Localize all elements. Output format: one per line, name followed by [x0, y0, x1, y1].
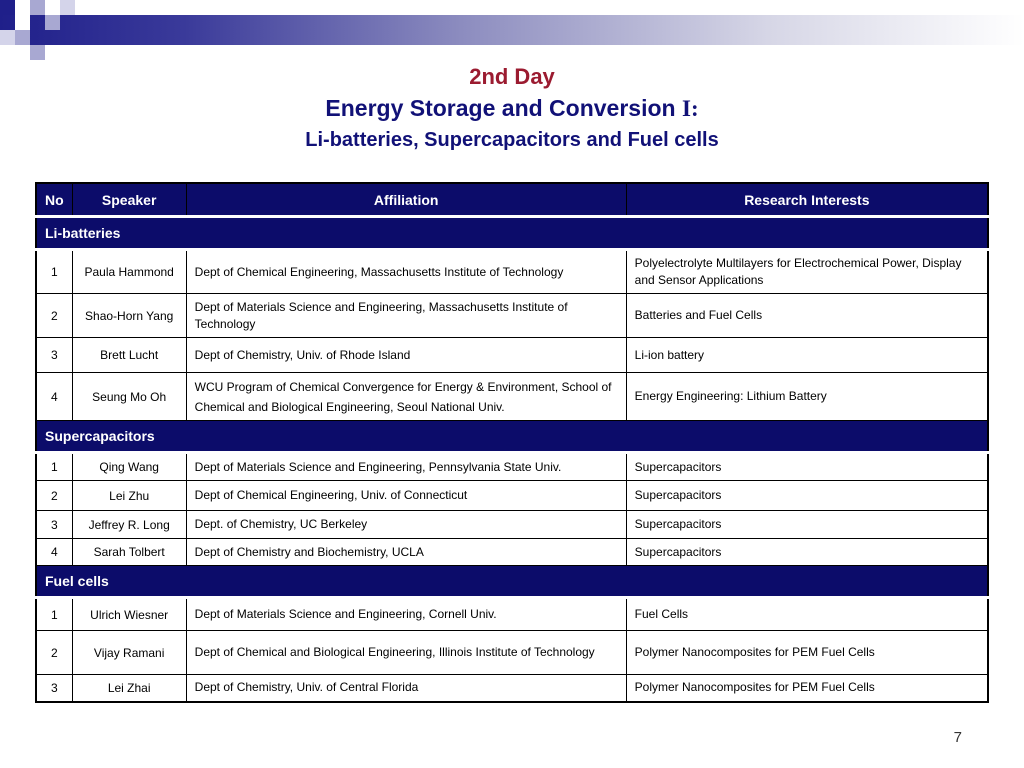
- cell-speaker: Qing Wang: [72, 453, 186, 481]
- cell-no: 1: [36, 453, 72, 481]
- cell-affiliation: Dept of Chemistry and Biochemistry, UCLA: [186, 539, 626, 566]
- cell-no: 3: [36, 511, 72, 539]
- table-row: [36, 511, 988, 539]
- section-title: Supercapacitors: [36, 421, 988, 453]
- cell-research: Fuel Cells: [626, 598, 988, 631]
- cell-research: Supercapacitors: [626, 453, 988, 481]
- table-row: [36, 250, 988, 294]
- section-row-fuel-cells: [36, 566, 988, 598]
- header-speaker: Speaker: [72, 183, 186, 217]
- cell-research: Polymer Nanocomposites for PEM Fuel Cells: [626, 675, 988, 702]
- table-row: [36, 453, 988, 481]
- cell-speaker: Lei Zhu: [72, 481, 186, 511]
- cell-no: 2: [36, 631, 72, 675]
- cell-no: 4: [36, 373, 72, 421]
- table-row: [36, 294, 988, 338]
- decorative-square: [30, 45, 45, 60]
- decorative-square: [15, 30, 30, 45]
- header-gradient-band: [0, 15, 1024, 45]
- cell-affiliation: Dept of Chemistry, Univ. of Central Florida: [186, 675, 626, 702]
- day-title: 2nd Day: [469, 64, 555, 89]
- cell-speaker: Shao-Horn Yang: [72, 294, 186, 338]
- cell-research: Li-ion battery: [626, 338, 988, 373]
- cell-research: Polyelectrolyte Multilayers for Electrochemical Power, Display and Sensor Applications: [626, 250, 988, 294]
- cell-no: 2: [36, 294, 72, 338]
- cell-speaker: Brett Lucht: [72, 338, 186, 373]
- cell-research: Energy Engineering: Lithium Battery: [626, 373, 988, 421]
- cell-affiliation: Dept of Chemical and Biological Engineering, Illinois Institute of Technology: [186, 631, 626, 675]
- cell-no: 1: [36, 250, 72, 294]
- table-row: [36, 598, 988, 631]
- page-number: 7: [953, 729, 962, 746]
- section-title: Fuel cells: [36, 566, 988, 598]
- table-header-row: [36, 183, 988, 217]
- table-row: [36, 675, 988, 702]
- cell-research: Supercapacitors: [626, 511, 988, 539]
- cell-research: Batteries and Fuel Cells: [626, 294, 988, 338]
- table-row: [36, 481, 988, 511]
- header-affiliation: Affiliation: [186, 183, 626, 217]
- session-title: [0, 92, 1024, 125]
- decorative-square: [30, 0, 45, 15]
- cell-affiliation: Dept of Materials Science and Engineering, Cornell Univ.: [186, 598, 626, 631]
- section-row-supercapacitors: [36, 421, 988, 453]
- cell-affiliation: Dept of Chemical Engineering, Univ. of Connecticut: [186, 481, 626, 511]
- section-row-li-batteries: [36, 217, 988, 250]
- cell-affiliation: Dept of Chemical Engineering, Massachusetts Institute of Technology: [186, 250, 626, 294]
- decorative-square: [0, 30, 15, 45]
- cell-speaker: Lei Zhai: [72, 675, 186, 702]
- session-title-colon: :: [690, 96, 699, 121]
- cell-no: 1: [36, 598, 72, 631]
- decorative-square: [60, 0, 75, 15]
- decorative-square: [45, 15, 60, 30]
- cell-affiliation: WCU Program of Chemical Convergence for Energy & Environment, School of Chemical and Biological Engineering, Seoul National Univ.: [186, 373, 626, 421]
- table-row: [36, 539, 988, 566]
- cell-speaker: Vijay Ramani: [72, 631, 186, 675]
- cell-affiliation: Dept of Materials Science and Engineering, Massachusetts Institute of Technology: [186, 294, 626, 338]
- cell-speaker: Jeffrey R. Long: [72, 511, 186, 539]
- table-row: [36, 338, 988, 373]
- cell-research: Polymer Nanocomposites for PEM Fuel Cells: [626, 631, 988, 675]
- header-research-interests: Research Interests: [626, 183, 988, 217]
- cell-no: 3: [36, 338, 72, 373]
- table-row: [36, 631, 988, 675]
- speakers-table: [35, 182, 989, 703]
- session-roman-numeral: I: [681, 96, 691, 121]
- cell-affiliation: Dept. of Chemistry, UC Berkeley: [186, 511, 626, 539]
- header-no: No: [36, 183, 72, 217]
- cell-speaker: Paula Hammond: [72, 250, 186, 294]
- cell-no: 4: [36, 539, 72, 566]
- cell-research: Supercapacitors: [626, 481, 988, 511]
- cell-no: 3: [36, 675, 72, 702]
- cell-speaker: Sarah Tolbert: [72, 539, 186, 566]
- session-title-text: Energy Storage and Conversion: [325, 95, 682, 121]
- cell-speaker: Seung Mo Oh: [72, 373, 186, 421]
- slide-title-block: [0, 62, 1024, 155]
- cell-research: Supercapacitors: [626, 539, 988, 566]
- cell-affiliation: Dept of Materials Science and Engineering, Pennsylvania State Univ.: [186, 453, 626, 481]
- cell-affiliation: Dept of Chemistry, Univ. of Rhode Island: [186, 338, 626, 373]
- session-subtitle: Li-batteries, Supercapacitors and Fuel cells: [305, 129, 719, 151]
- decorative-square: [15, 15, 30, 30]
- section-title: Li-batteries: [36, 217, 988, 250]
- cell-speaker: Ulrich Wiesner: [72, 598, 186, 631]
- table-row: [36, 373, 988, 421]
- cell-no: 2: [36, 481, 72, 511]
- decorative-square: [0, 0, 15, 15]
